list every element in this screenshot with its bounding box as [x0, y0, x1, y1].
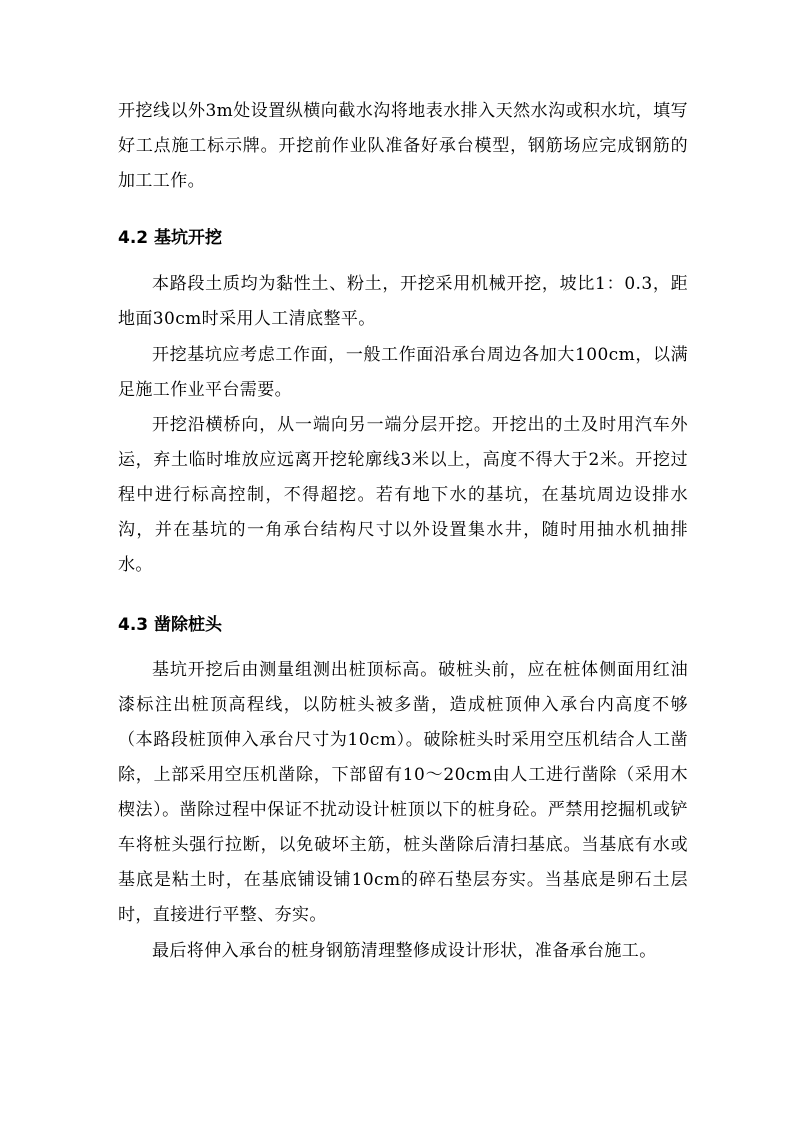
section-4-2-paragraph-2: 开挖基坑应考虑工作面，一般工作面沿承台周边各加大100cm，以满足施工作业平台需要。	[118, 345, 688, 400]
section-4-3-heading: 4.3 凿除桩头	[118, 615, 223, 635]
section-4-3-paragraph-2: 最后将伸入承台的桩身钢筋清理整修成设计形状，准备承台施工。	[152, 941, 657, 961]
section-4-3-paragraph-1: 基坑开挖后由测量组测出桩顶标高。破桩头前，应在桩体侧面用红油漆标注出桩顶高程线，以防桩头被多凿，造成桩顶伸入承台内高度不够（本路段桩顶伸入承台尺寸为10cm）。破除桩头时采用空压机结合人工凿除，上部采用空压机凿除，下部留有10～20cm由人工进行凿除（采用木楔法）。凿除过程中保证不扰动设计桩顶以下的桩身砼。严禁用挖掘机或铲车将桩头强行拉断，以免破坏主筋，桩头凿除后清扫基底。当基底有水或基底是粘土时，在基底铺设铺10cm的碎石垫层夯实。当基底是卵石土层时，直接进行平整、夯实。	[118, 660, 688, 925]
section-4-2-heading: 4.2 基坑开挖	[118, 228, 223, 248]
section-4-2-paragraph-1: 本路段土质均为黏性土、粉土，开挖采用机械开挖，坡比1：0.3，距地面30cm时采用人工清底整平。	[118, 274, 688, 329]
intro-paragraph: 开挖线以外3m处设置纵横向截水沟将地表水排入天然水沟或积水坑，填写好工点施工标示牌。开挖前作业队准备好承台模型，钢筋场应完成钢筋的加工工作。	[118, 101, 688, 191]
section-4-2-paragraph-3: 开挖沿横桥向，从一端向另一端分层开挖。开挖出的土及时用汽车外运，弃土临时堆放应远离开挖轮廓线3米以上，高度不得大于2米。开挖过程中进行标高控制，不得超挖。若有地下水的基坑，在基坑周边设排水沟，并在基坑的一角承台结构尺寸以外设置集水井，随时用抽水机抽排水。	[118, 415, 688, 575]
